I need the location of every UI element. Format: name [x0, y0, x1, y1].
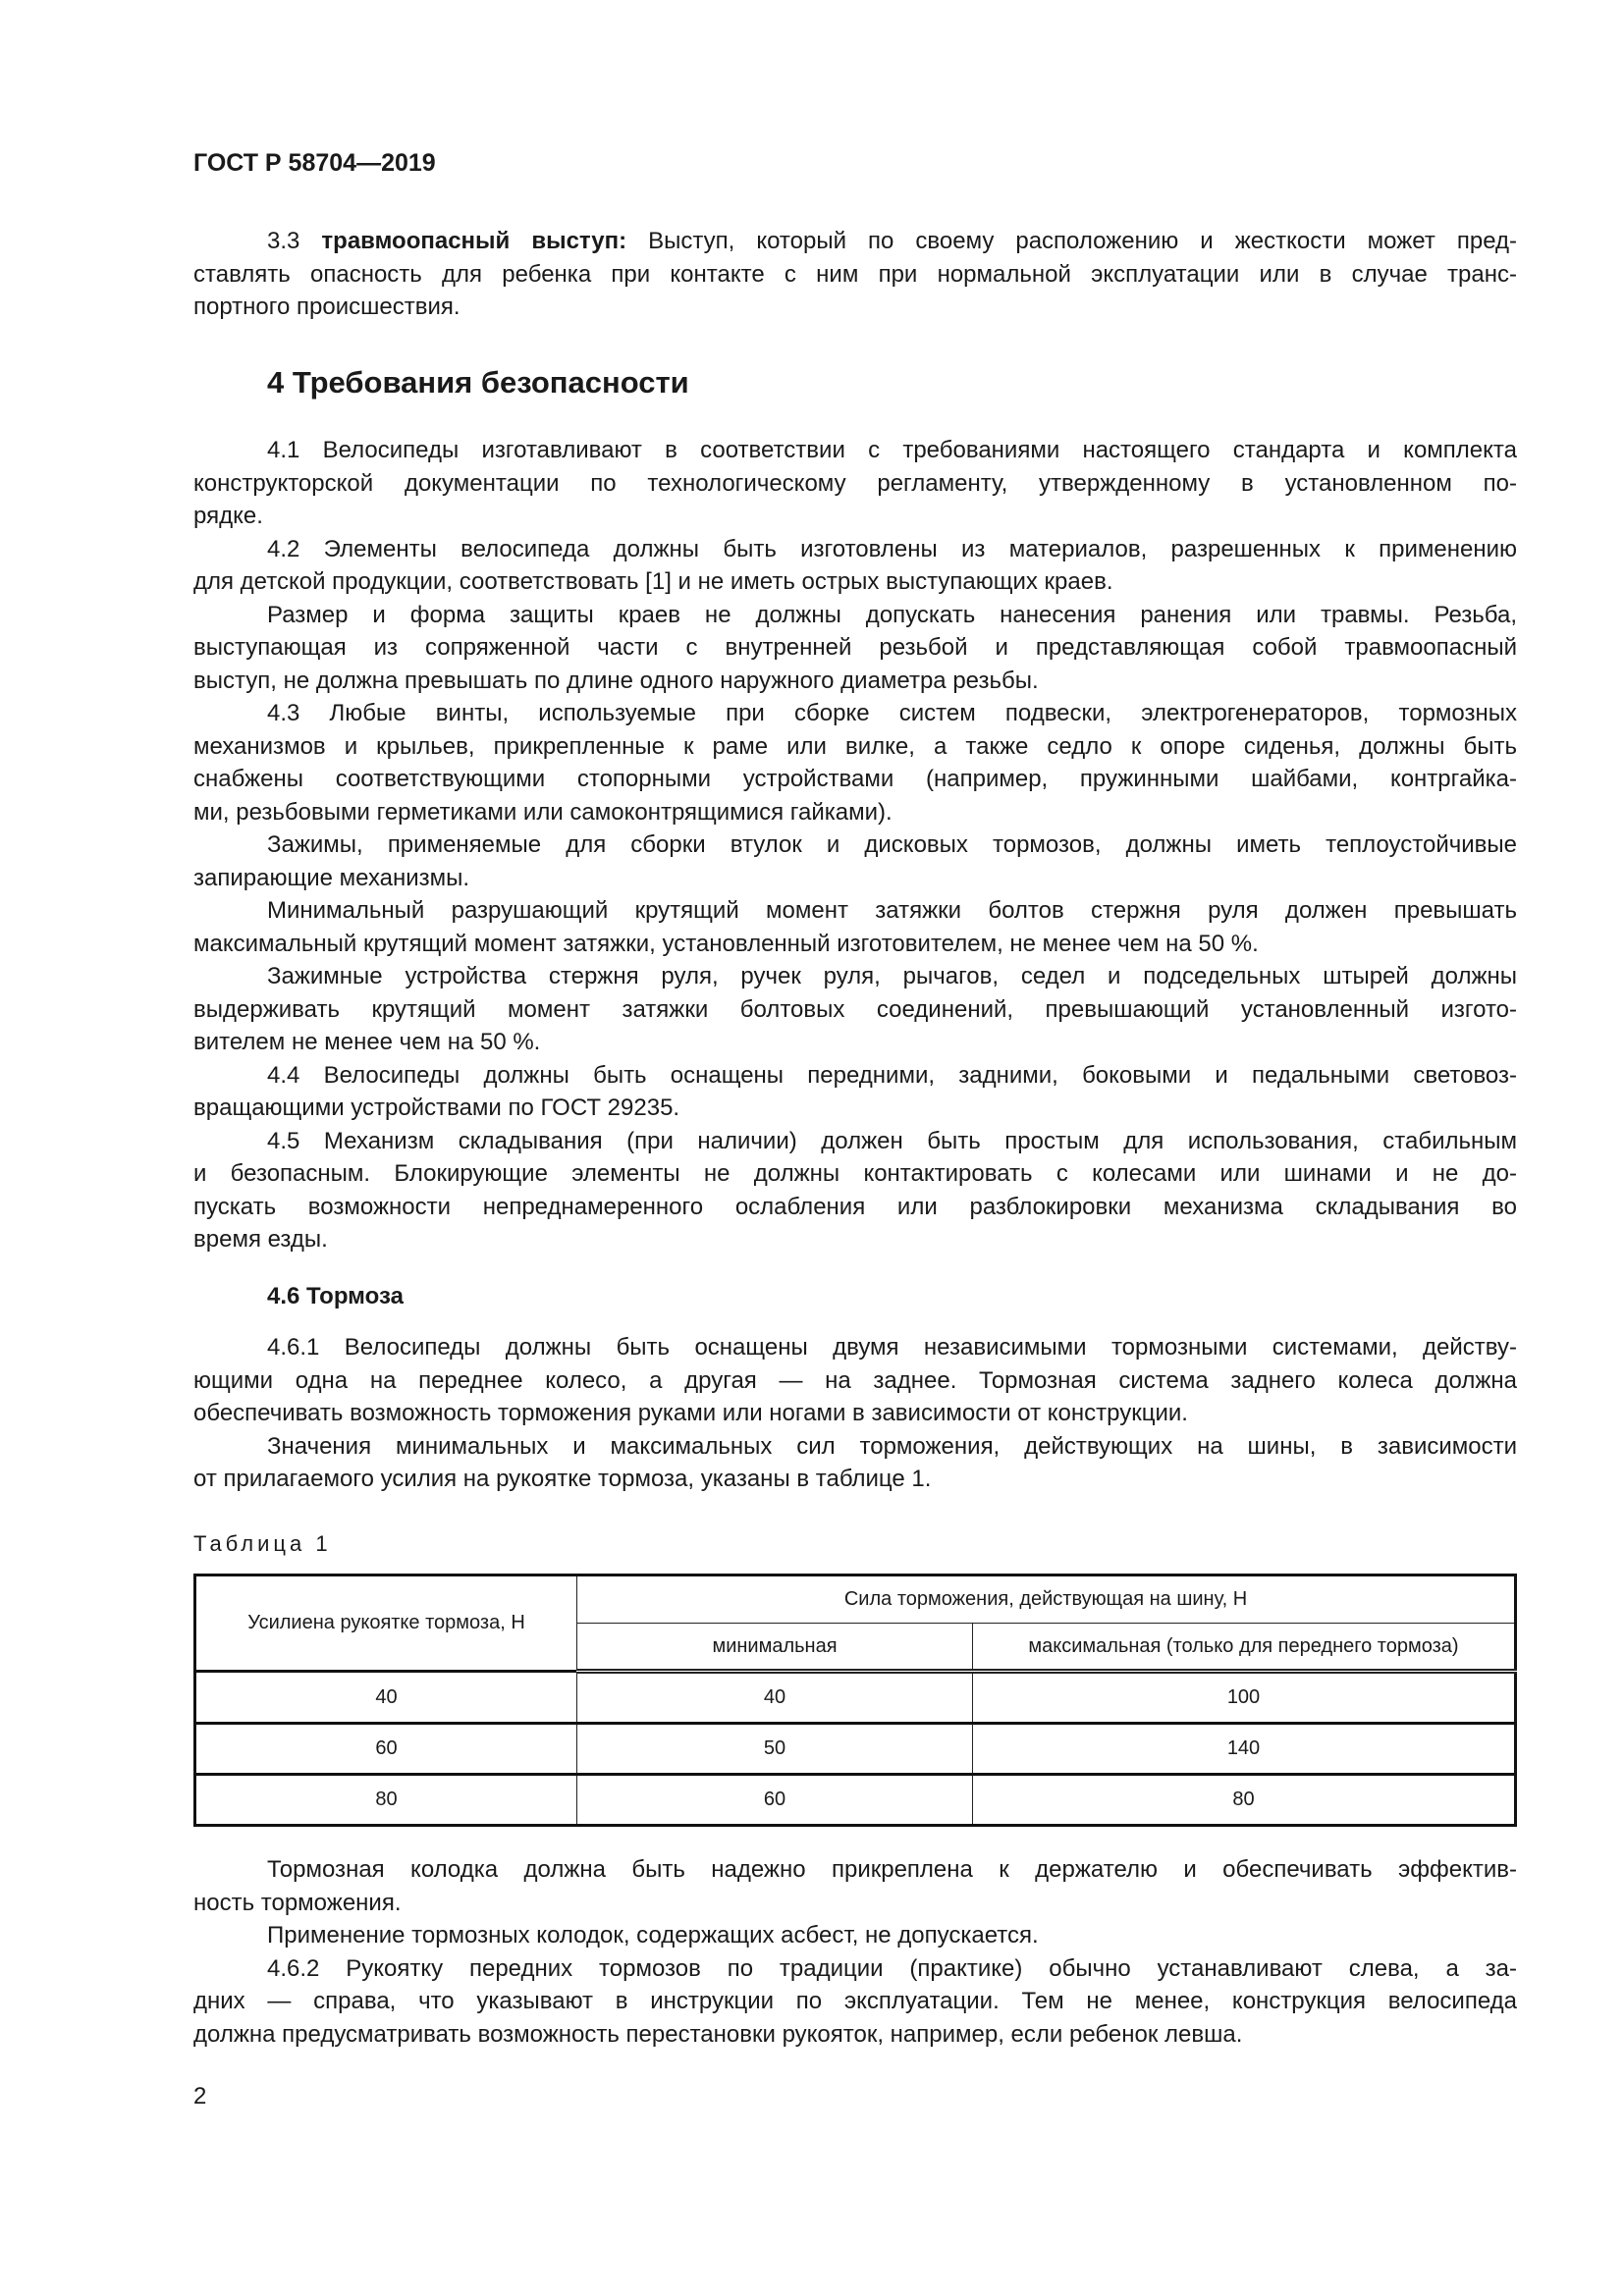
table-cell: 100 [973, 1672, 1516, 1724]
clause-3-3 [193, 225, 1517, 324]
paragraph-line: Значения минимальных и максимальных сил торможения, действующих на шины, в зависимости [267, 1432, 1517, 1460]
table-cell: 40 [195, 1672, 577, 1724]
paragraph-line: снабжены соответствующими стопорными устройствами (например, пружинными шайбами, контргайка- [193, 766, 1517, 792]
paragraph-line [193, 225, 1517, 258]
paragraph-line: для детской продукции, соответствовать [1] и не иметь острых выступающих краев. [193, 568, 1113, 595]
column-header-min: минимальная [577, 1624, 973, 1672]
paragraph [193, 533, 1517, 599]
paragraph-line: Тормозная колодка должна быть надежно прикреплена к держателю и обеспечивать эффектив- [267, 1856, 1517, 1883]
paragraph-line: Размер и форма защиты краев не должны допускать нанесения ранения или травмы. Резьба, [267, 601, 1517, 628]
text-block-4-6-1 [193, 1331, 1517, 1496]
term: травмоопасный выступ: [321, 228, 627, 254]
definition-start: Выступ, который по своему расположению и жесткости может пред- [648, 228, 1517, 254]
paragraph-line: Применение тормозных колодок, содержащих асбест, не допускается. [267, 1922, 1039, 1949]
text-block-after-table [193, 1853, 1517, 2051]
table-row [195, 1724, 1516, 1775]
paragraph-line: вращающими устройствами по ГОСТ 29235. [193, 1095, 680, 1121]
column-header-max: максимальная (только для переднего тормоза) [973, 1624, 1516, 1672]
paragraph [193, 1331, 1517, 1430]
paragraph [193, 434, 1517, 533]
paragraph-line: ми, резьбовыми герметиками или самоконтрящимися гайками). [193, 798, 893, 826]
paragraph [193, 894, 1517, 960]
paragraph-line: Зажимные устройства стержня руля, ручек руля, рычагов, седел и подседельных штырей должны [267, 963, 1517, 989]
text-block-4-1-to-4-5 [193, 434, 1517, 1256]
table-cell: 140 [973, 1724, 1516, 1775]
table-row [195, 1672, 1516, 1724]
paragraph [193, 1059, 1517, 1125]
paragraph-line: запирающие механизмы. [193, 864, 470, 891]
paragraph-line: портного происшествия. [193, 294, 460, 320]
running-header: ГОСТ Р 58704—2019 [193, 149, 436, 177]
paragraph-line: Минимальный разрушающий крутящий момент затяжки болтов стержня руля должен превышать [267, 897, 1517, 924]
paragraph-line: вителем не менее чем на 50 %. [193, 1029, 541, 1055]
paragraph [193, 697, 1517, 828]
paragraph-line: максимальный крутящий момент затяжки, установленный изготовителем, не менее чем на 50 %. [193, 930, 1259, 957]
paragraph [193, 1952, 1517, 2052]
table-cell: 50 [577, 1724, 973, 1775]
table-row [195, 1775, 1516, 1826]
paragraph [193, 1919, 1517, 1952]
paragraph-line: 4.3 Любые винты, используемые при сборке систем подвески, электрогенераторов, тормозных [267, 700, 1517, 726]
paragraph-line: пускать возможности непреднамеренного ослабления или разблокировки механизма складывания во [193, 1193, 1517, 1220]
section-heading: 4 Требования безопасности [267, 365, 689, 400]
table-caption: Таблица 1 [193, 1531, 332, 1556]
paragraph [193, 1853, 1517, 1919]
subsection-heading: 4.6 Тормоза [267, 1283, 404, 1309]
paragraph-line: 4.5 Механизм складывания (при наличии) должен быть простым для использования, стабильным [267, 1127, 1517, 1154]
paragraph-line: 4.6.1 Велосипеды должны быть оснащены двумя независимыми тормозными системами, действу- [267, 1334, 1517, 1361]
paragraph-line: выступающая из сопряженной части с внутренней резьбой и представляющая собой травмоопасный [193, 634, 1517, 661]
paragraph-line: выступ, не должна превышать по длине одного наружного диаметра резьбы. [193, 667, 1039, 694]
paragraph-line: рядке. [193, 503, 263, 529]
paragraph [193, 960, 1517, 1059]
table-cell: 60 [577, 1775, 973, 1826]
paragraph-line: ставлять опасность для ребенка при контакте с ним при нормальной эксплуатации или в случае транс- [193, 260, 1517, 288]
column-header-lever-force: Усилиена рукоятке тормоза, Н [195, 1575, 577, 1672]
paragraph-line: Зажимы, применяемые для сборки втулок и дисковых тормозов, должны иметь теплоустойчивые [267, 831, 1517, 858]
paragraph-line: дних — справа, что указывают в инструкции по эксплуатации. Тем не менее, конструкция велосипеда [193, 1988, 1517, 2014]
page-number: 2 [193, 2083, 207, 2109]
paragraph-line: механизмов и крыльев, прикрепленные к раме или вилке, а также седло к опоре сиденья, должны быть [193, 732, 1517, 760]
paragraph-line: и безопасным. Блокирующие элементы не должны контактировать с колесами или шинами и не до- [193, 1160, 1517, 1187]
table-cell: 40 [577, 1672, 973, 1724]
paragraph-line: 4.6.2 Рукоятку передних тормозов по традиции (практике) обычно устанавливают слева, а за- [267, 1954, 1517, 1982]
paragraph [193, 828, 1517, 894]
paragraph-line: конструкторской документации по технологическому регламенту, утвержденному в установленном по- [193, 469, 1517, 497]
table-cell: 80 [973, 1775, 1516, 1826]
brake-force-table [193, 1574, 1517, 1827]
paragraph-line: от прилагаемого усилия на рукоятке тормоза, указаны в таблице 1. [193, 1466, 932, 1492]
paragraph-line: ность торможения. [193, 1889, 402, 1916]
paragraph [193, 599, 1517, 698]
group-header-brake-force: Сила торможения, действующая на шину, Н [577, 1575, 1516, 1624]
table-cell: 80 [195, 1775, 577, 1826]
paragraph-line: ющими одна на переднее колесо, а другая — на заднее. Тормозная система заднего колеса должна [193, 1366, 1517, 1394]
paragraph-line: время езды. [193, 1226, 328, 1253]
table-cell: 60 [195, 1724, 577, 1775]
paragraph-line: 4.1 Велосипеды изготавливают в соответствии с требованиями настоящего стандарта и комплекта [267, 437, 1517, 463]
paragraph-line: должна предусматривать возможность перестановки рукояток, например, если ребенок левша. [193, 2020, 1243, 2048]
paragraph-line: 4.4 Велосипеды должны быть оснащены передними, задними, боковыми и педальными световоз- [267, 1061, 1517, 1089]
paragraph-line: обеспечивать возможность торможения руками или ногами в зависимости от конструкции. [193, 1400, 1188, 1426]
paragraph-line: 4.2 Элементы велосипеда должны быть изготовлены из материалов, разрешенных к применению [267, 535, 1517, 562]
clause-number: 3.3 [267, 228, 300, 254]
paragraph [193, 1430, 1517, 1496]
paragraph-line: выдерживать крутящий момент затяжки болтовых соединений, превышающий установленный изгото- [193, 995, 1517, 1023]
paragraph [193, 1125, 1517, 1256]
